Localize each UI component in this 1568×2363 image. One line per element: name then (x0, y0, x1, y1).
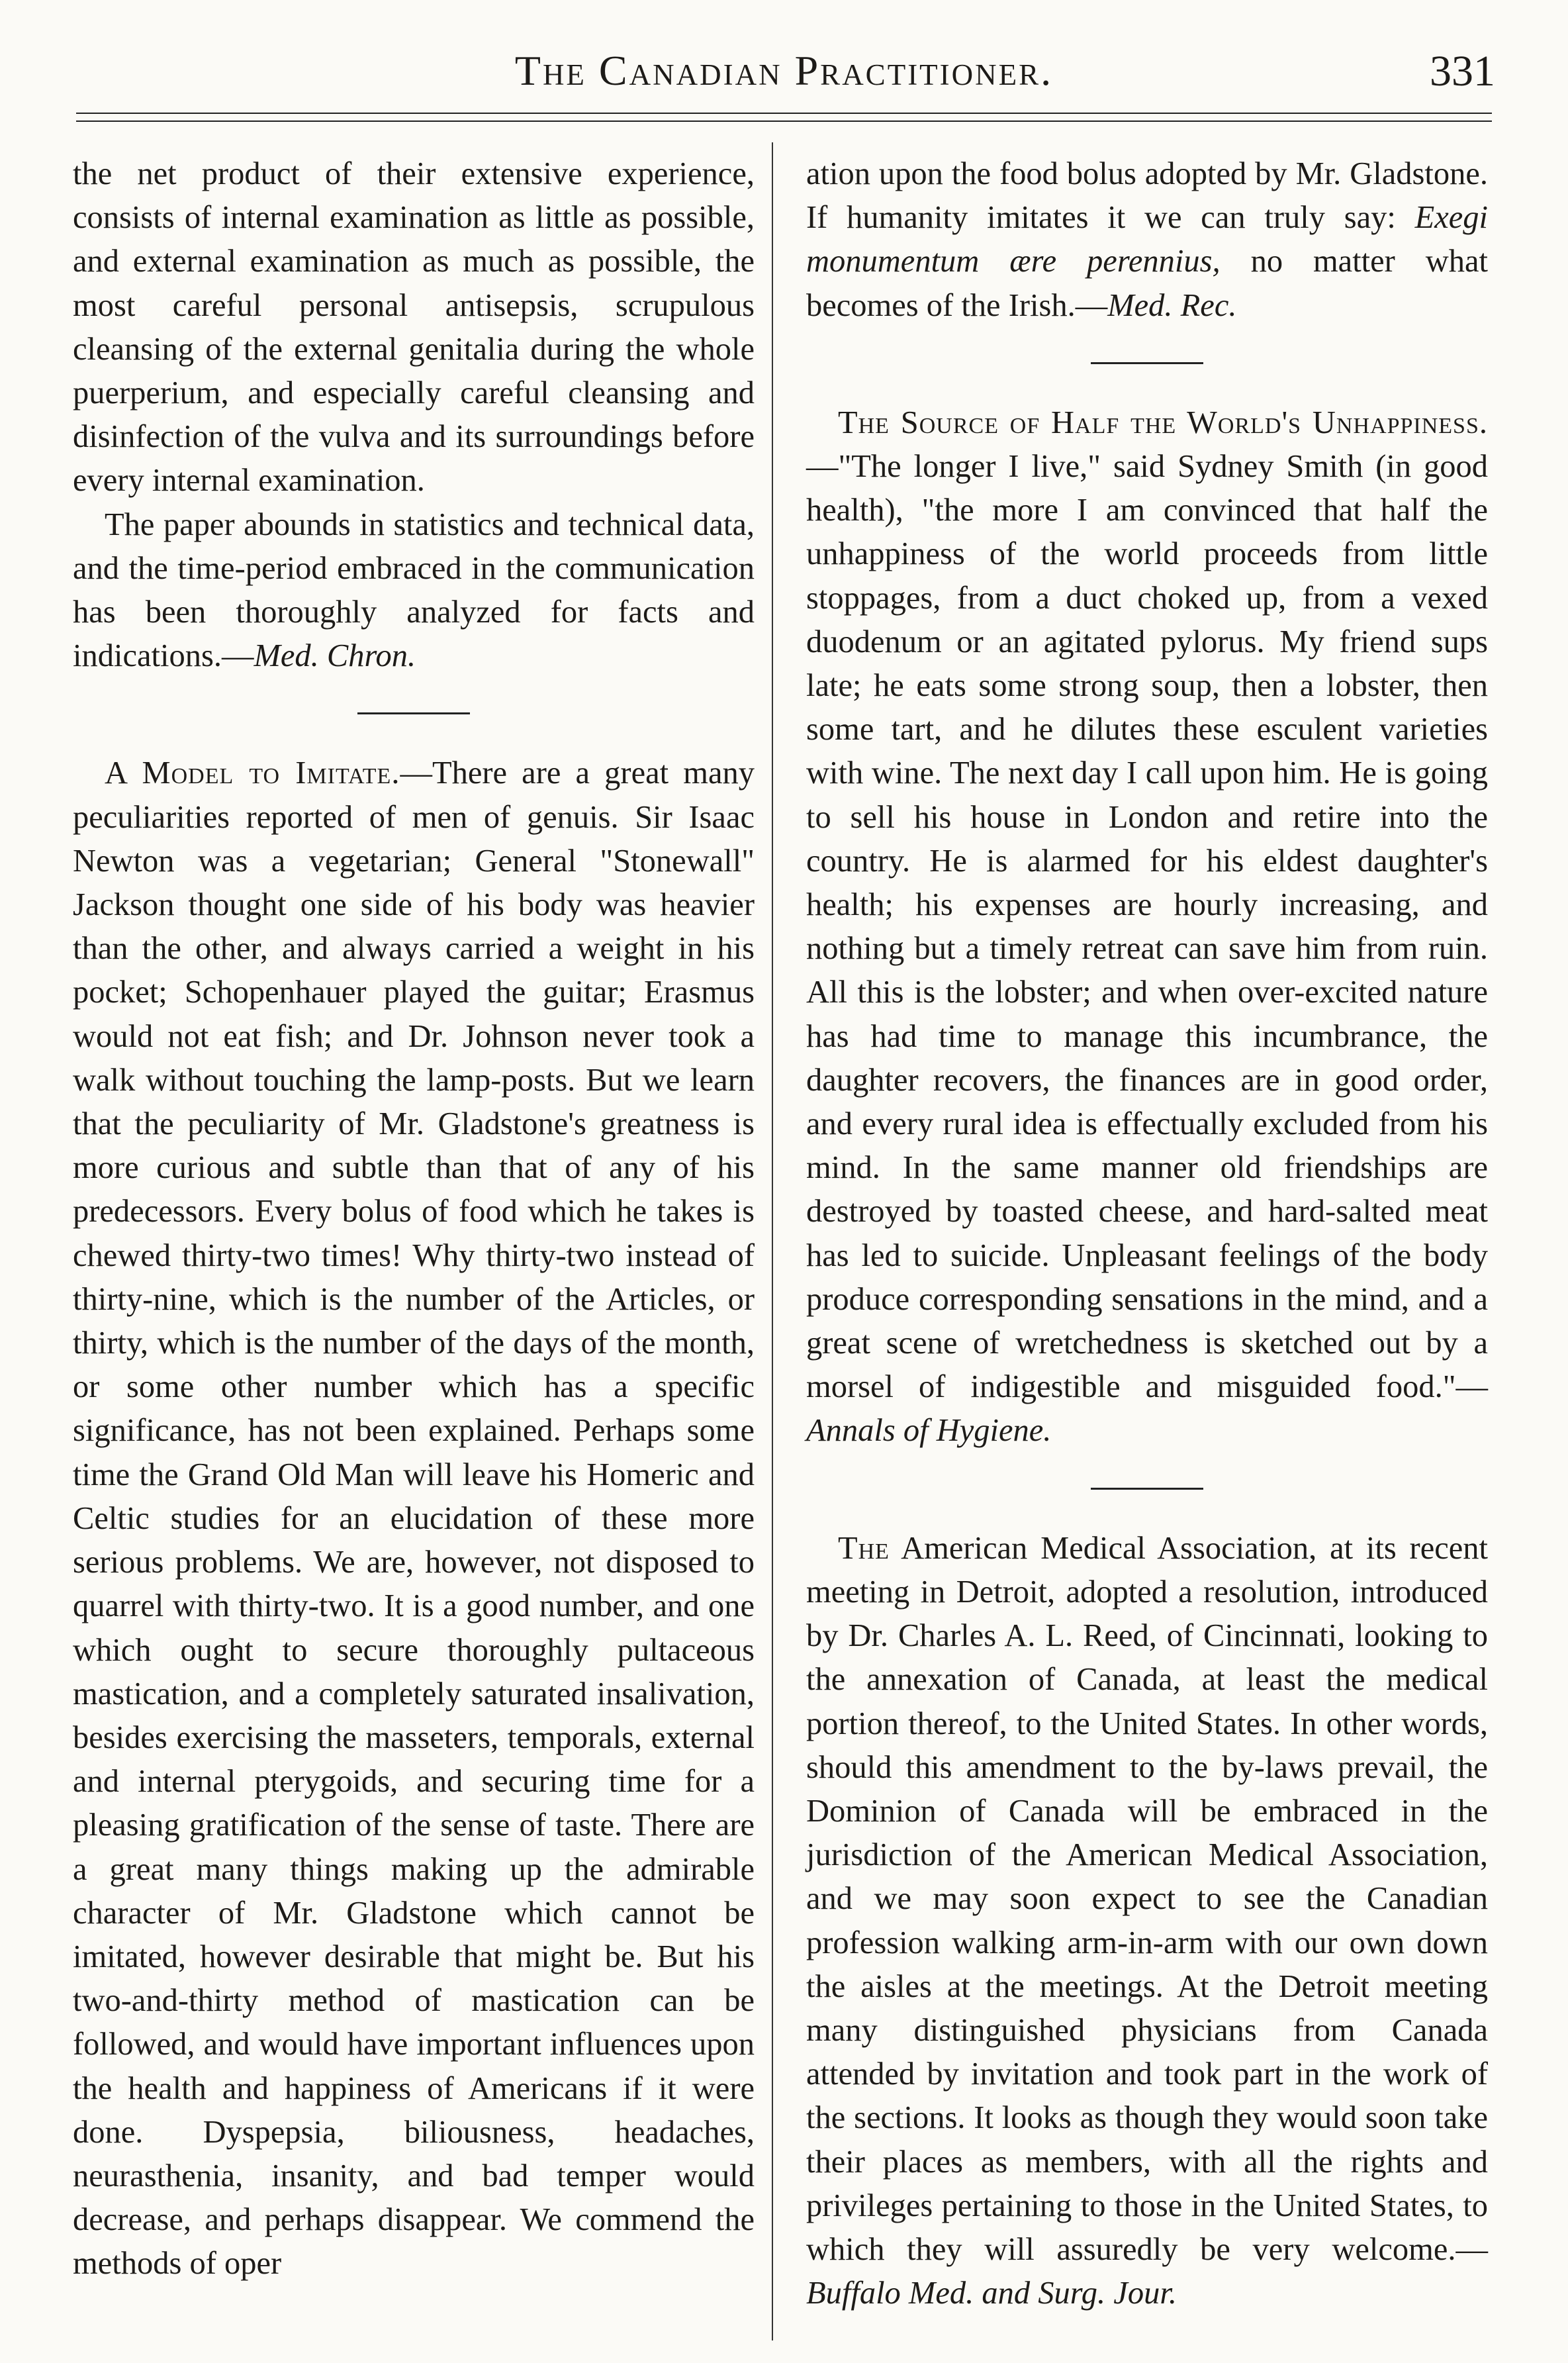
paragraph-text: no matter what becomes of the Irish.— (806, 244, 1488, 323)
source-citation: Annals of Hygiene. (806, 1413, 1052, 1449)
paragraph-continued (806, 152, 1488, 328)
article-lead-word: The (838, 1530, 890, 1566)
article-text: —"The longer I live," said Sydney Smith (in good health), "the more I am convinced that half the unhappiness of the world proceeds from little stoppages, from a duct choked up, from a vexed duodenum or an agitated pylorus. My friend sups late; he eats some strong soup, then a lobster, then some tart, and he dilutes these esculent varieties with wine. The next day I call upon him. He is going to sell his house in London and retire into the country. He is alarmed for his eldest daughter's health; his expenses are hourly increasing, and nothing but a timely retreat can save him from ruin. All this is the lobster; and when over-excited nature has had time to manage this incumbrance, the daughter recovers, the finances are in good order, and every rural idea is effectually excluded from his mind. In the same manner old friendships are destroyed by toasted cheese, and hard-salted meat has led to suicide. Unpleasant feelings of the body produce corresponding sensations in the mind, and a great scene of wretchedness is sketched out by a morsel of indigestible and misguided food."— (806, 449, 1488, 1405)
paragraph-statistics (73, 503, 755, 679)
section-separator (1091, 1488, 1203, 1490)
article-text: —There are a great many peculiarities reported of men of genuis. Sir Isaac Newton was a vegetarian; General "Stonewall" Jackson thought one side of his body was heavier than the other, and always carried a weight in his pocket; Schopenhauer played the guitar; Erasmus would not eat fish; and Dr. Johnson never took a walk without touching the lamp-posts. But we learn that the peculiarity of Mr. Gladstone's greatness is more curious and subtle than that of any of his predecessors. Every bolus of food which he takes is chewed thirty-two times! Why thirty-two instead of thirty-nine, which is the number of the Articles, or thirty, which is the number of the days of the month, or some other number which has a specific significance, has not been explained. Perhaps some time the Grand Old Man will leave his Homeric and Celtic studies for an elucidation of these more serious problems. We are, however, not disposed to quarrel with thirty-two. It is a good number, and one which ought to secure thoroughly pultaceous mastication, and a completely saturated insalivation, besides exercising the masseters, temporals, external and internal pterygoids, and securing time for a pleasing gratification of the sense of taste. There are a great many things making up the admirable character of Mr. Gladstone which cannot be imitated, however desirable that might be. But his two-and-thirty method of mastication can be followed, and would have important influences upon the health and happiness of Americans if it were done. Dyspepsia, biliousness, headaches, neurasthenia, insanity, and bad temper would decrease, and perhaps disappear. We commend the methods of oper (73, 755, 755, 2282)
section-separator (357, 712, 470, 714)
running-title: The Canadian Practitioner. (514, 47, 1054, 94)
article-text: American Medical Association, at its recent meeting in Detroit, adopted a resolution, introduced by Dr. Charles A. L. Reed, of Cincinnati, looking to the annexation of Canada, at least the medical portion thereof, to the United States. In other words, should this amendment to the by-laws prevail, the Dominion of Canada will be embraced in the jurisdiction of the American Medical Association, and we may soon expect to see the Canadian profession walking arm-in-arm with our own down the aisles at the meetings. At the Detroit meeting many distinguished physicians from Canada attended by invitation and took part in the work of the sections. It looks as though they would soon take their places as members, with all the rights and privileges pertaining to those in the United States, to which they will assuredly be very welcome.— (806, 1530, 1488, 2267)
page-header (73, 40, 1495, 106)
header-rule-bottom (76, 121, 1492, 122)
source-citation: Med. Rec. (1107, 287, 1237, 323)
paragraph-text: ation upon the food bolus adopted by Mr. Gladstone. If humanity imitates it we can truly say: (806, 156, 1488, 236)
paragraph-text: The paper abounds in statistics and technical data, and the time-period embraced in the communication has been thoroughly analyzed for facts and indications.— (73, 506, 755, 674)
article-heading: A Model to Imitate. (105, 755, 400, 791)
left-column (73, 152, 755, 2286)
right-column (806, 152, 1488, 2315)
section-separator (1091, 362, 1203, 364)
article-model-to-imitate (73, 751, 755, 2286)
source-citation: Med. Chron. (254, 638, 416, 674)
article-ama-resolution (806, 1527, 1488, 2316)
source-citation: Buffalo Med. and Surg. Jour. (806, 2276, 1177, 2311)
page-number: 331 (1430, 47, 1495, 95)
latin-quote: Exegi monumentum ære perennius, (806, 200, 1488, 279)
article-heading: The Source of Half the World's Unhappiness. (838, 405, 1488, 440)
article-source-of-unhappiness (806, 401, 1488, 1453)
paragraph-continued: the net product of their extensive experience, consists of internal examination as little as possible, and external examination as much as possible, the most careful personal antisepsis, scrupulous cleansing of the external genitalia during the whole puerperium, and especially careful cleansing and disinfection of the vulva and its surroundings before every internal examination. (73, 156, 755, 499)
header-rule-top (76, 113, 1492, 114)
column-divider (772, 142, 773, 2340)
